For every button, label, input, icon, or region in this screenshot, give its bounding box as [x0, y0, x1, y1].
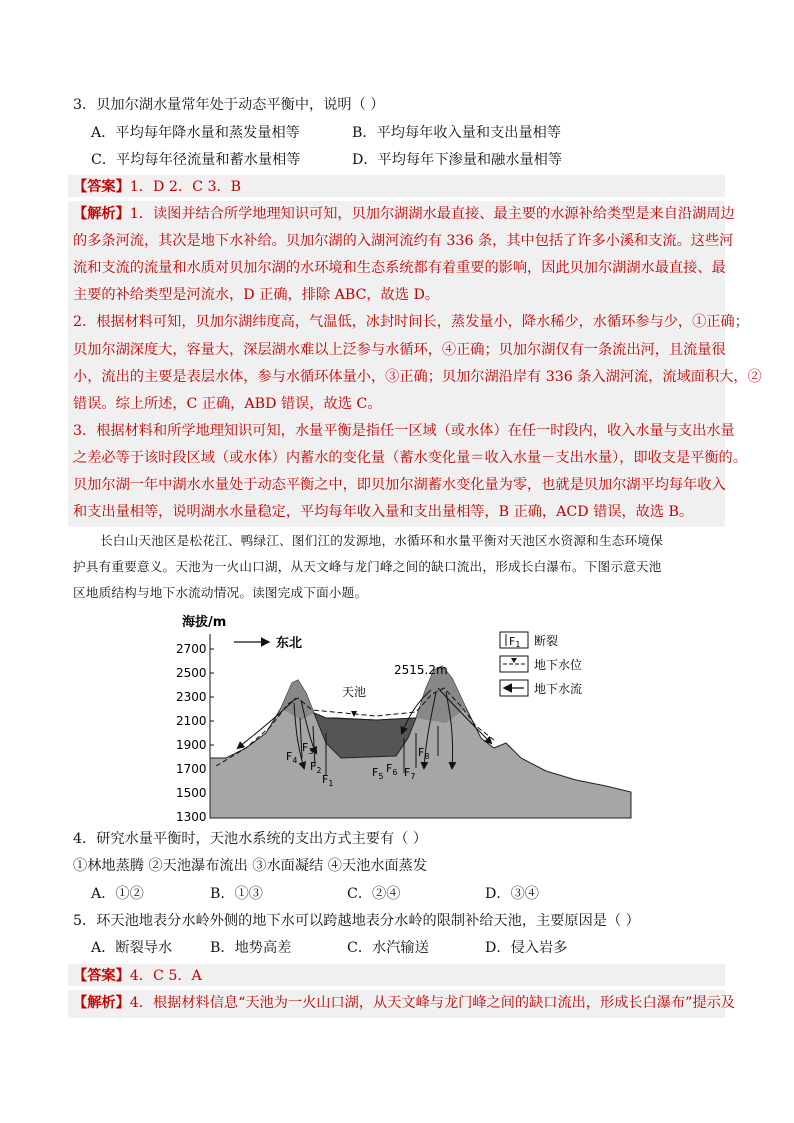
q3-option-c: C．平均每年径流量和蓄水量相等	[91, 152, 301, 168]
analysis-text: 4．根据材料信息“天池为一火山口湖，从天文峰与龙门峰之间的缺口流出，形成长白瀑布”提示及	[129, 995, 735, 1011]
analysis-line: 2．根据材料可知，贝加尔湖纬度高，气温低，冰封时间长，蒸发量小，降水稀少，水循环参与少，①正确；	[73, 314, 749, 330]
y-axis-title: 海拔/m	[182, 615, 227, 630]
analysis-line: 错误。综上所述，C 正确，ABD 错误，故选 C。	[73, 396, 382, 412]
y-tick-label: 2100	[176, 714, 207, 728]
answer-tag: 【答案】	[73, 179, 130, 195]
analysis-line: 和支出量相等，说明湖水水量稳定，平均每年收入量和支出量相等，B 正确，ACD 错误，故选 B。	[73, 504, 694, 520]
q5-option-d: D．侵入岩多	[485, 940, 568, 956]
analysis-line: 的多条河流，其次是地下水补给。贝加尔湖的入湖河流约有 336 条，其中包括了许多小溪和支流。这些河	[73, 233, 734, 249]
passage-line: 区地质结构与地下水流动情况。读图完成下面小题。	[73, 585, 368, 600]
q5-option-c: C．水汽输送	[347, 940, 429, 956]
q4-stem: 4．研究水量平衡时，天池水系统的支出方式主要有（ ）	[73, 831, 428, 847]
passage-line: 护具有重要意义。天池为一火山口湖，从天文峰与龙门峰之间的缺口流出，形成长白瀑布。下图示意天池	[73, 559, 662, 574]
analysis-text: 1．读图并结合所学地理知识可知，贝加尔湖湖水最直接、最主要的水源补给类型是来自沿湖周边	[129, 206, 735, 222]
analysis-line	[73, 994, 735, 1012]
fault-label-f3: $F_3$	[302, 741, 314, 756]
analysis-line: 之差必等于该时段区域（或水体）内蓄水的变化量（蓄水变化量＝收入水量－支出水量），即收支是平衡的。	[73, 450, 747, 466]
peak-elevation-label: 2515.2m	[394, 663, 448, 677]
passage-line: 长白山天池区是松花江、鸭绿江、图们江的发源地，水循环和水量平衡对天池区水资源和生态环境保	[100, 533, 663, 548]
y-tick-label: 2700	[176, 642, 207, 656]
analysis-line	[73, 205, 735, 223]
y-tick-label: 1700	[176, 762, 207, 776]
q5-option-b: B．地势高差	[210, 940, 292, 956]
analysis-tag: 【解析】	[73, 206, 130, 222]
q3-stem: 3．贝加尔湖水量常年处于动态平衡中，说明（ ）	[73, 97, 385, 113]
lake-label: 天池	[342, 685, 367, 699]
legend-fault-symbol: F1	[509, 635, 521, 649]
q3-option-b: B．平均每年收入量和支出量相等	[352, 125, 562, 141]
answer-2	[73, 967, 202, 985]
y-ticks	[176, 642, 214, 824]
analysis-line: 流和支流的流量和水质对贝加尔湖的水环境和生态系统都有着重要的影响，因此贝加尔湖湖水最直接、最	[73, 260, 726, 276]
answer-tag: 【答案】	[73, 968, 130, 984]
analysis-line: 3．根据材料和所学地理知识可知，水量平衡是指任一区域（或水体）在任一时段内，收入水量与支出水量	[73, 423, 735, 439]
q5-option-a: A．断裂导水	[91, 940, 173, 956]
answer-text: 4．C 5．A	[129, 968, 202, 984]
y-tick-label: 2300	[176, 690, 207, 704]
direction-label: 东北	[276, 636, 303, 651]
analysis-tag: 【解析】	[73, 995, 130, 1011]
legend	[500, 632, 582, 696]
legend-fault-label: 断裂	[534, 634, 559, 648]
answer-1	[73, 178, 241, 196]
q4-option-c: C．②④	[347, 886, 401, 902]
legend-water-table-label: 地下水位	[534, 658, 583, 672]
fault-label-f4: $F_4$	[286, 750, 298, 765]
q3-option-a: A．平均每年降水量和蒸发量相等	[91, 125, 300, 141]
q4-option-a: A．①②	[91, 886, 144, 902]
fault-label-f8: $F_8$	[418, 746, 430, 761]
analysis-line: 贝加尔湖深度大，容量大，深层湖水难以上泛参与水循环，④正确；贝加尔湖仅有一条流出河，且流量很	[73, 342, 726, 358]
answer-text: 1．D 2．C 3．B	[129, 179, 242, 195]
y-tick-label: 1900	[176, 738, 207, 752]
q4-items: ①林地蒸腾 ②天池瀑布流出 ③水面凝结 ④天池水面蒸发	[73, 858, 428, 874]
fault-label-f2: $F_2$	[310, 760, 322, 775]
y-tick-label: 1300	[176, 810, 207, 824]
fault-label-f6: $F_6$	[386, 762, 398, 777]
y-tick-label: 1500	[176, 786, 207, 800]
fault-label-f1: $F_1$	[322, 773, 334, 788]
analysis-line: 贝加尔湖一年中湖水水量处于动态平衡之中，即贝加尔湖蓄水变化量为零，也就是贝加尔湖平均每年收入	[73, 477, 726, 493]
fault-label-f5: $F_5$	[372, 766, 384, 781]
q4-option-b: B．①③	[210, 886, 263, 902]
analysis-line: 小，流出的主要是表层水体，参与水循环体量小，③正确；贝加尔湖沿岸有 336 条入湖河流，流域面积大，②	[73, 369, 762, 385]
q4-option-d: D．③④	[485, 886, 539, 902]
y-tick-label: 2500	[176, 666, 207, 680]
q3-option-d: D．平均每年下渗量和融水量相等	[352, 152, 563, 168]
legend-flow-label: 地下水流	[534, 682, 583, 696]
tianchi-cross-section-figure	[176, 608, 636, 826]
q5-stem: 5．环天池地表分水岭外侧的地下水可以跨越地表分水岭的限制补给天池，主要原因是（ ）	[73, 913, 640, 929]
analysis-line: 主要的补给类型是河流水，D 正确，排除 ABC，故选 D。	[73, 287, 440, 303]
fault-label-f7: $F_7$	[404, 766, 416, 781]
